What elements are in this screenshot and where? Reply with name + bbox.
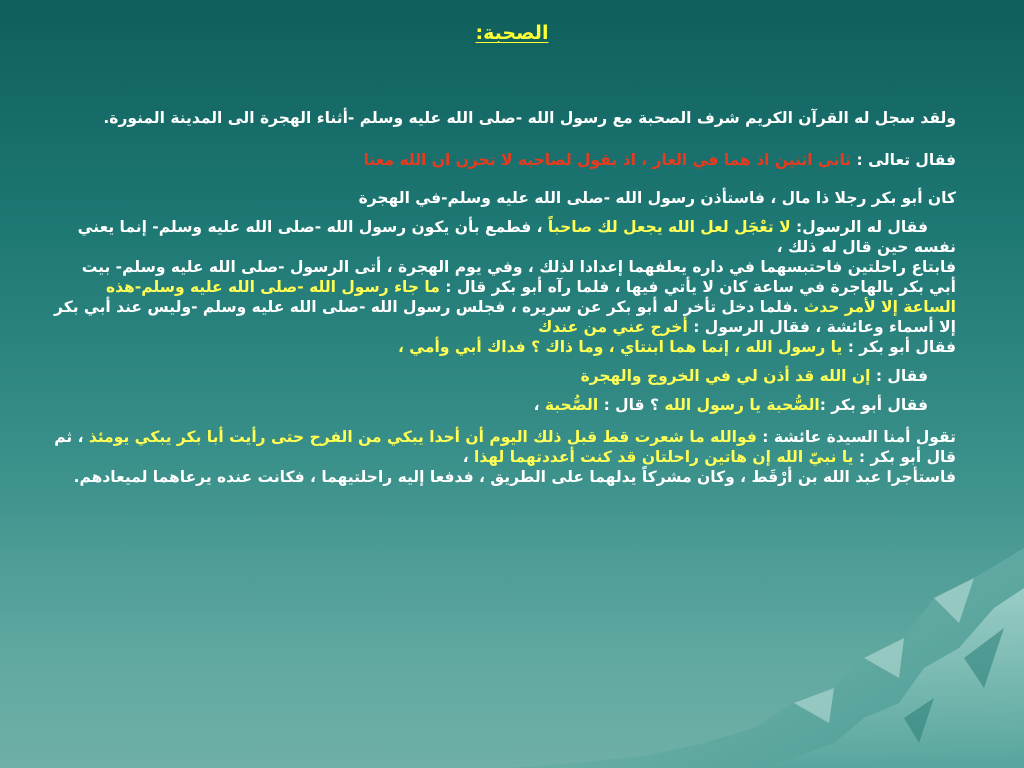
highlighted-quote: يا نبيّ الله إن هاتين راحلتان قد كنت أعددتهما لهذا <box>474 448 854 466</box>
paragraph-permission <box>52 366 956 386</box>
highlighted-quote: لا تعْجَل لعل الله يجعل لك صاحباً <box>547 218 791 236</box>
text-segment: فقال أبو بكر : <box>819 396 928 414</box>
highlighted-quote: الصُّحبة يا رسول الله <box>664 396 820 414</box>
paragraph-companionship <box>52 395 956 415</box>
text-segment: فقال : <box>870 367 928 385</box>
text-segment: كان أبو بكر رجلا ذا مال ، فاستأذن رسول الله -صلى الله عليه وسلم-في الهجرة <box>358 189 956 207</box>
paragraph-abu-bakr-reply <box>52 337 956 357</box>
text-segment: ، <box>533 396 545 414</box>
paragraph-hijra-intro <box>52 108 956 128</box>
slide-title: الصحبة: <box>475 22 549 44</box>
highlighted-quote: إن الله قد أذن لي في الخروج والهجرة <box>580 367 871 385</box>
paragraph-hijra-day <box>52 257 956 337</box>
paragraph-quran-verse <box>52 150 956 170</box>
highlighted-quote: ما جاء رسول الله -صلى الله عليه وسلم-هذه الساعة إلا لأمر حدث <box>105 278 956 316</box>
paragraph-prophet-reply <box>52 217 956 257</box>
text-segment: ، فطمع بأن يكون رسول الله -صلى الله عليه وسلم- إنما يعني نفسه حين قال له ذلك ، <box>77 218 956 256</box>
text-segment: فقال أبو بكر : <box>842 338 956 356</box>
text-segment: فقال تعالى : <box>851 151 956 169</box>
highlighted-verse: ثاني اثنين اذ هما في الغار ، اذ يقول لصاحبه لا تحزن ان الله معنا <box>363 151 852 169</box>
text-segment: ؟ قال : <box>598 396 665 414</box>
highlighted-quote: الصُّحبة <box>544 396 599 414</box>
text-segment: فابتاع راحلتين فاحتبسهما في داره يعلفهما إعدادا لذلك ، وفي يوم الهجرة ، أتى الرسول -صلى الله عليه وسلم- بيت أبي بكر بالهاجرة في ساعة كان لا يأتي فيها ، فلما رآه أبو بكر قال : <box>81 258 956 296</box>
text-segment: فاستأجرا عبد الله بن أرْقَط ، وكان مشركاً يدلهما على الطريق ، فدفعا إليه راحلتيهما ، فكانت عنده يرعاهما لميعادهم. <box>73 468 956 486</box>
highlighted-quote: فوالله ما شعرت قط قبل ذلك اليوم أن أحدا يبكي من الفرح حتى رأيت أبا بكر يبكي يومئذ <box>88 428 757 446</box>
text-segment: ، ثم قال أبو بكر : <box>54 428 956 466</box>
text-segment: ولقد سجل له القرآن الكريم شرف الصحبة مع رسول الله -صلى الله عليه وسلم -أثناء الهجرة الى المدينة المنورة. <box>103 109 956 127</box>
text-segment: تقول أمنا السيدة عائشة : <box>756 428 956 446</box>
text-segment: فقال له الرسول: <box>790 218 928 236</box>
paragraph-aisha-account <box>52 427 956 467</box>
paragraph-guide-hired <box>52 467 956 487</box>
highlighted-quote: أخرج عني من عندك <box>538 318 688 336</box>
slide-body <box>52 108 956 487</box>
paragraph-abu-bakr-wealth <box>52 188 956 208</box>
ice-mountain-decoration <box>504 528 1024 768</box>
text-segment: ، <box>462 448 474 466</box>
text-segment: .فلما دخل تأخر له أبو بكر عن سريره ، فجلس رسول الله -صلى الله عليه وسلم -وليس عند أبي بكر إلا أسماء وعائشة ، فقال الرسول : <box>54 298 956 336</box>
highlighted-quote: يا رسول الله ، إنما هما ابنتاي ، وما ذاك ؟ فداك أبي وأمي ، <box>397 338 843 356</box>
